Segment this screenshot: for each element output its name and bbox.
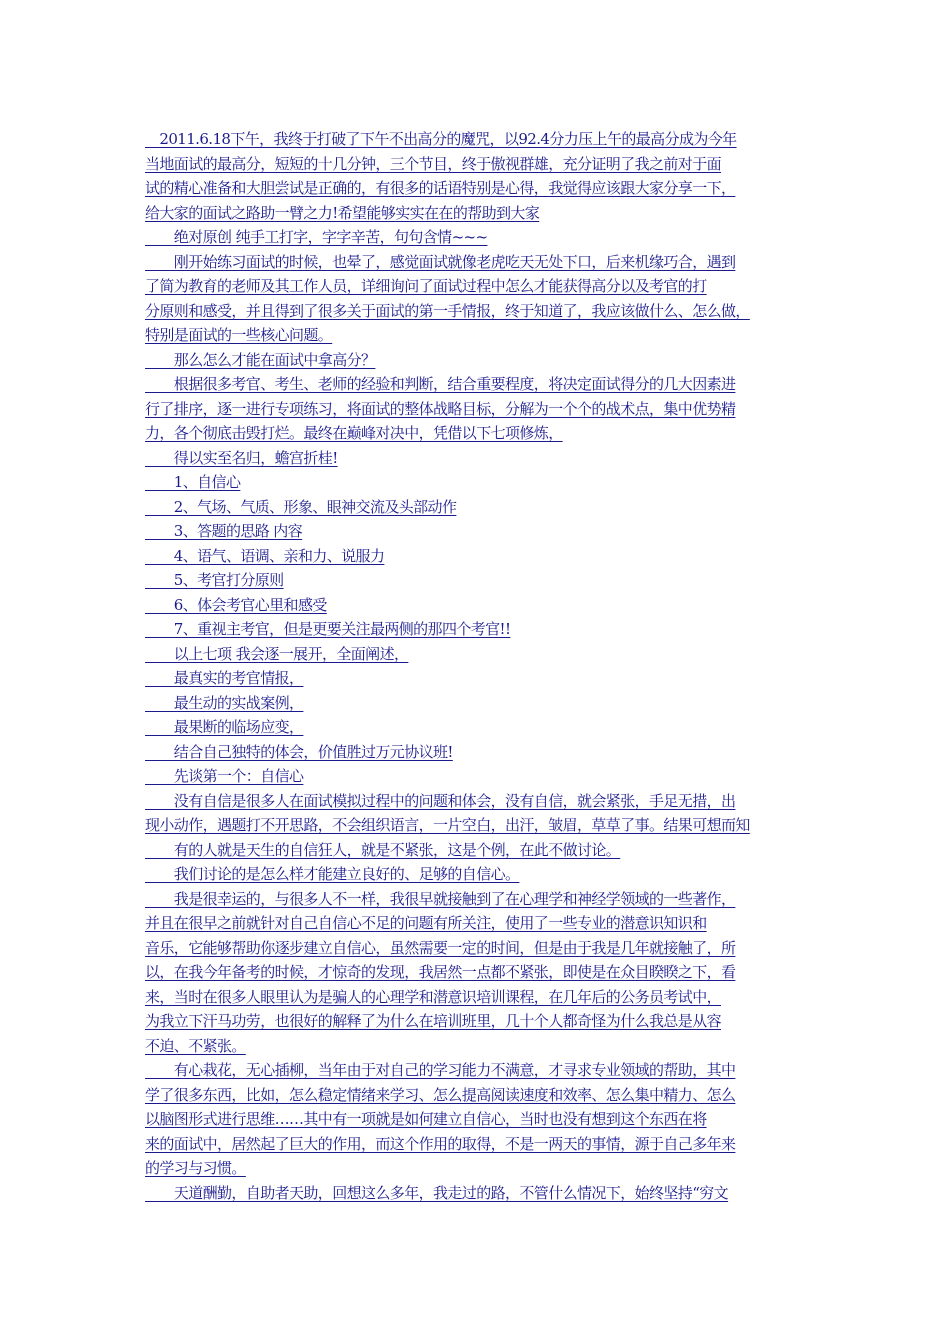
text-line[interactable]: 为我立下汗马功劳，也很好的解释了为什么在培训班里，几十个人都奇怪为什么我总是从容 xyxy=(145,1012,722,1030)
text-line[interactable]: 音乐，它能够帮助你逐步建立自信心，虽然需要一定的时间，但是由于我是几年就接触了，所 xyxy=(145,938,736,957)
text-line[interactable]: 根据很多考官、考生、老师的经验和判断，结合重要程度，将决定面试得分的几大因素进 xyxy=(145,375,736,393)
text-line[interactable]: 来，当时在很多人眼里认为是骗人的心理学和潜意识培训课程，在几年后的公务员考试中， xyxy=(145,987,722,1006)
text-line[interactable]: 1、自信心 xyxy=(145,473,241,491)
text-line[interactable]: 6、体会考官心里和感受 xyxy=(145,595,327,614)
text-line[interactable]: 特别是面试的一些核心问题。 xyxy=(145,326,333,344)
text-line[interactable]: 行了排序，逐一进行专项练习，将面试的整体战略目标，分解为一个个的战术点，集中优势精 xyxy=(145,399,736,418)
document-body xyxy=(145,127,825,1205)
text-line[interactable]: 以脑图形式进行思维……其中有一项就是如何建立自信心，当时也没有想到这个东西在将 xyxy=(145,1110,707,1128)
text-line[interactable]: 最真实的考官情报， xyxy=(145,669,304,687)
text-line[interactable]: 给大家的面试之路助一臂之力!希望能够实实在在的帮助到大家 xyxy=(145,203,540,222)
text-line[interactable]: 那么怎么才能在面试中拿高分？ xyxy=(145,350,376,369)
text-line[interactable]: 不迫、不紧张。 xyxy=(145,1036,246,1055)
text-line[interactable]: 试的精心准备和大胆尝试是正确的，有很多的话语特别是心得，我觉得应该跟大家分享一下， xyxy=(145,179,736,197)
text-line[interactable]: 没有自信是很多人在面试模拟过程中的问题和体会，没有自信，就会紧张，手足无措，出 xyxy=(145,791,736,810)
text-line[interactable]: 力，各个彻底击毁打烂。最终在巅峰对决中，凭借以下七项修炼， xyxy=(145,424,563,442)
text-line[interactable]: 绝对原创 纯手工打字，字字辛苦，句句含情~~~ xyxy=(145,228,488,246)
text-line[interactable]: 有的人就是天生的自信狂人，就是不紧张，这是个例，在此不做讨论。 xyxy=(145,840,621,859)
text-line[interactable]: 天道酬勤，自助者天助，回想这么多年，我走过的路，不管什么情况下，始终坚持“穷文 xyxy=(145,1183,729,1202)
text-line[interactable]: 我是很幸运的，与很多人不一样，我很早就接触到了在心理学和神经学领域的一些著作， xyxy=(145,889,736,908)
text-line[interactable]: 2、气场、气质、形象、眼神交流及头部动作 xyxy=(145,497,457,516)
text-line[interactable]: 5、考官打分原则 xyxy=(145,571,284,589)
text-line[interactable]: 当地面试的最高分，短短的十几分钟，三个节目，终于傲视群雄，充分证明了我之前对于面 xyxy=(145,154,722,173)
text-line[interactable]: 来的面试中，居然起了巨大的作用，而这个作用的取得，不是一两天的事情，源于自己多年来 xyxy=(145,1134,736,1153)
text-line[interactable]: 了简为教育的老师及其工作人员，详细询问了面试过程中怎么才能获得高分以及考官的打 xyxy=(145,277,707,295)
text-line[interactable]: 我们讨论的是怎么样才能建立良好的、足够的自信心。 xyxy=(145,865,520,883)
text-line[interactable]: 现小动作，遇题打不开思路，不会组织语言，一片空白，出汗，皱眉，草草了事。结果可想而知 xyxy=(145,816,750,834)
text-line[interactable]: 以，在我今年备考的时候，才惊奇的发现，我居然一点都不紧张，即使是在众目睽睽之下，看 xyxy=(145,963,736,981)
text-line[interactable]: 有心栽花，无心插柳，当年由于对自己的学习能力不满意，才寻求专业领域的帮助，其中 xyxy=(145,1061,736,1079)
text-line[interactable]: 的学习与习惯。 xyxy=(145,1159,246,1177)
text-line[interactable]: 4、语气、语调、亲和力、说服力 xyxy=(145,546,385,565)
text-line[interactable]: 最生动的实战案例， xyxy=(145,693,304,712)
text-line[interactable]: 3、答题的思路 内容 xyxy=(145,522,303,540)
text-line[interactable]: 最果断的临场应变， xyxy=(145,718,304,736)
text-line[interactable]: 得以实至名归，蟾宫折桂! xyxy=(145,448,338,467)
text-line[interactable]: 7、重视主考官，但是更要关注最两侧的那四个考官!! xyxy=(145,620,511,638)
text-line[interactable]: 并且在很早之前就针对自己自信心不足的问题有所关注，使用了一些专业的潜意识知识和 xyxy=(145,914,707,932)
text-line[interactable]: 刚开始练习面试的时候，也晕了，感觉面试就像老虎吃天无处下口，后来机缘巧合，遇到 xyxy=(145,252,736,271)
text-line[interactable]: 先谈第一个：自信心 xyxy=(145,767,304,785)
text-line[interactable]: 结合自己独特的体会，价值胜过万元协议班! xyxy=(145,742,453,761)
text-line[interactable]: 以上七项 我会逐一展开，全面阐述， xyxy=(145,644,409,663)
text-line[interactable]: 2011.6.18下午，我终于打破了下午不出高分的魔咒，以92.4分力压上午的最高分成为今年 xyxy=(145,130,737,148)
text-line[interactable]: 学了很多东西，比如，怎么稳定情绪来学习、怎么提高阅读速度和效率、怎么集中精力、怎么 xyxy=(145,1085,736,1104)
text-line[interactable]: 分原则和感受，并且得到了很多关于面试的第一手情报，终于知道了，我应该做什么、怎么做， xyxy=(145,301,750,320)
